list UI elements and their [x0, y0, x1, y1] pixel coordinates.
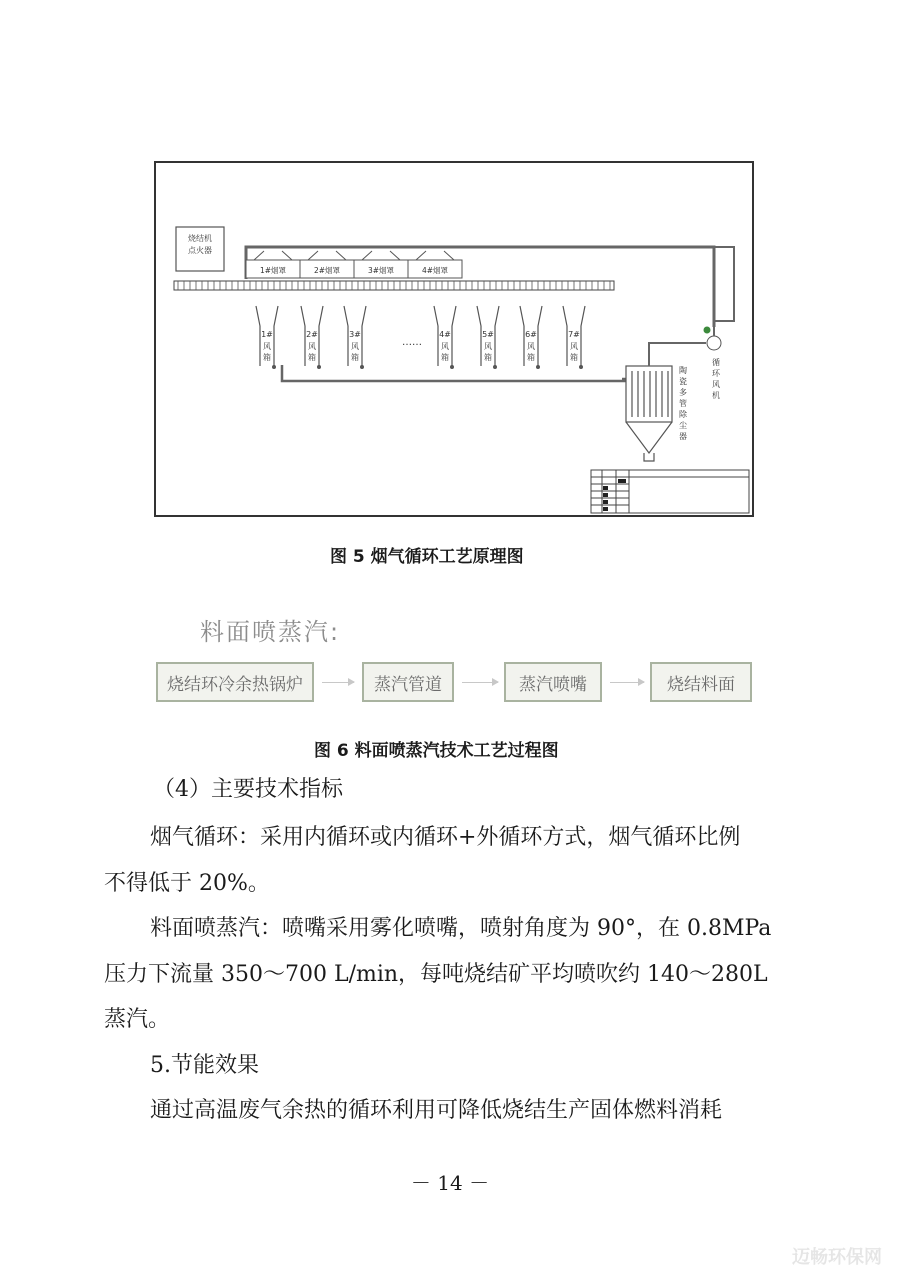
fan-label-1: 循	[712, 358, 720, 367]
hood-label-3: 3#烟罩	[367, 266, 395, 275]
windbox-7-suffix-2: 箱	[570, 353, 578, 362]
flue-gas-circulation-diagram	[154, 161, 754, 517]
windbox-6-suffix-1: 风	[527, 342, 535, 351]
windbox-2-suffix-2: 箱	[308, 353, 316, 362]
figure-6-caption: 图 6 料面喷蒸汽技术工艺过程图	[314, 741, 559, 761]
windbox-3-suffix-1: 风	[351, 342, 359, 351]
figure-5-caption: 图 5 烟气循环工艺原理图	[330, 547, 524, 567]
windbox-5-suffix-2: 箱	[484, 353, 492, 362]
paragraph-flue-gas-line-2: 不得低于 20%。	[104, 871, 270, 896]
ignition-label-1: 烧结机	[188, 234, 212, 243]
sinter-strand	[174, 281, 614, 290]
paragraph-steam-line-3: 蒸汽。	[104, 1007, 171, 1032]
windbox-5-label: 5#	[482, 330, 494, 339]
arrow-right-icon	[610, 682, 644, 683]
arrow-right-icon	[322, 682, 354, 683]
windbox-ellipsis: ……	[402, 337, 422, 348]
fan-label-2: 环	[712, 369, 720, 378]
arrow-right-icon	[462, 682, 498, 683]
windbox-7-label: 7#	[568, 330, 580, 339]
paragraph-energy-saving-line-1: 通过高温废气余热的循环利用可降低烧结生产固体燃料消耗	[150, 1098, 723, 1123]
hood-label-2: 2#烟罩	[313, 266, 341, 275]
fan-label-4: 机	[712, 391, 720, 400]
process-step-steam-nozzle: 蒸汽喷嘴	[504, 662, 602, 702]
windbox-7-suffix-1: 风	[570, 342, 578, 351]
fan-motor-icon	[704, 327, 711, 334]
process-step-boiler: 烧结环冷余热锅炉	[156, 662, 314, 702]
windbox-1-suffix-2: 箱	[263, 353, 271, 362]
windbox-6-label: 6#	[525, 330, 537, 339]
windbox-3-suffix-2: 箱	[351, 353, 359, 362]
dust-collector-label-4: 管	[679, 399, 687, 408]
dust-collector-label-2: 瓷	[679, 377, 687, 386]
watermark: 迈畅环保网	[792, 1247, 882, 1268]
process-step-steam-pipe: 蒸汽管道	[362, 662, 454, 702]
windbox-5-suffix-1: 风	[484, 342, 492, 351]
paragraph-flue-gas-line-1: 烟气循环：采用内循环或内循环+外循环方式，烟气循环比例	[150, 825, 741, 850]
fan-label-3: 风	[712, 380, 720, 389]
windbox-4-suffix-1: 风	[441, 342, 449, 351]
dust-collector-label-1: 陶	[679, 366, 687, 375]
dust-collector-label-5: 除	[679, 410, 687, 419]
dust-collector-label-3: 多	[679, 388, 687, 397]
windbox-4-suffix-2: 箱	[441, 353, 449, 362]
windbox-4-label: 4#	[439, 330, 451, 339]
windbox-2-label: 2#	[306, 330, 318, 339]
windbox-2-suffix-1: 风	[308, 342, 316, 351]
paragraph-steam-line-1: 料面喷蒸汽：喷嘴采用雾化喷嘴，喷射角度为 90°，在 0.8MPa	[150, 916, 772, 941]
page-number: － 14 －	[410, 1171, 490, 1195]
hood-label-1: 1#烟罩	[259, 266, 287, 275]
paragraph-steam-line-2: 压力下流量 350～700 L/min，每吨烧结矿平均喷吹约 140～280L	[104, 962, 768, 987]
heading-energy-saving: 5.节能效果	[150, 1053, 259, 1078]
windbox-3-label: 3#	[349, 330, 361, 339]
dust-collector-label-7: 器	[679, 432, 687, 441]
heading-technical-indicators: （4）主要技术指标	[153, 777, 343, 802]
ignition-label-2: 点火器	[188, 246, 212, 255]
process-step-sinter-surface: 烧结料面	[650, 662, 752, 702]
windbox-6-suffix-2: 箱	[527, 353, 535, 362]
dust-collector-label-6: 尘	[679, 421, 687, 430]
hood-label-4: 4#烟罩	[421, 266, 449, 275]
windbox-1-label: 1#	[261, 330, 273, 339]
fan-icon	[707, 336, 721, 350]
windbox-1-suffix-1: 风	[263, 342, 271, 351]
figure-6-title: 料面喷蒸汽:	[200, 618, 341, 646]
